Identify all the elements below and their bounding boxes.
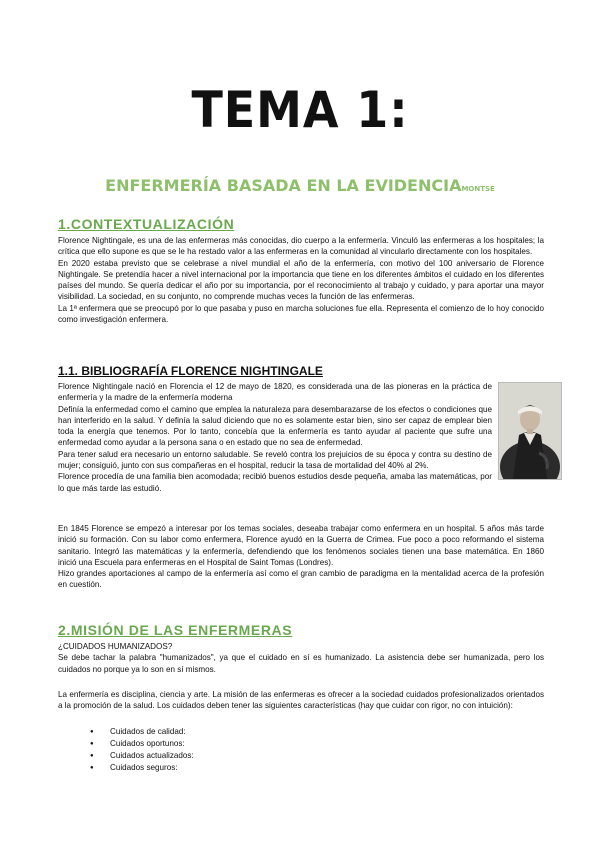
paragraph: Florence Nightingale, es una de las enfermeras más conocidas, dio cuerpo a la enfermería. Vinculó las enfermeras a los hospitales; la crítica que ello supone es que se le ha restado valor a las enfermeras en la comunidad al vincularlo directamente con los hospitales. (58, 236, 544, 257)
paragraph: Florence procedía de una familia bien acomodada; recibió buenos estudios desde pequeña, amaba las matemáticas, por lo que más tarde las estudió. (58, 472, 492, 493)
list-item: ● Cuidados oportunos: (90, 738, 194, 750)
section-body-contextualizacion (58, 235, 544, 325)
paragraph: En 2020 estaba previsto que se celebrase a nivel mundial el año de la enfermería, con motivo del 100 aniversario de Florence Nightingale. Se pretendía hacer a nivel internacional por la importancia que tiene en los diferentes ámbitos el cuidado en los diferentes países del mundo. Se quería dedicar el año por su importancia, por el reconocimiento al trabajo y cuidado, y para aportar una mayor visibilidad. La sociedad, en su conjunto, no comprende muchas veces la función de las enfermeras. (58, 258, 544, 302)
section-body-mision (58, 641, 544, 675)
list-item: ● Cuidados seguros: (90, 762, 194, 774)
characteristics-list (90, 726, 194, 774)
question-text: ¿CUIDADOS HUMANIZADOS? (58, 642, 173, 651)
paragraph: Hizo grandes aportaciones al campo de la enfermería así como el gran cambio de paradigma en la mentalidad acerca de la profesión en cuestión. (58, 569, 544, 590)
section-body-mision-2 (58, 689, 544, 712)
page-subtitle (0, 174, 600, 201)
portrait-photo (498, 382, 562, 480)
paragraph: Para tener salud era necesario un entorno saludable. Se reveló contra los prejuicios de su época y contra su destino de mujer; consiguió, junto con sus compañeras en el hospital, reducir la tasa de mortalidad del 40% al 2%. (58, 449, 492, 471)
section-heading-contextualizacion: 1.CONTEXTUALIZACIÓN (58, 216, 235, 232)
section-body-bibliografia-wide (58, 523, 544, 591)
page-title: TEMA 1: (191, 81, 409, 139)
paragraph: Se debe tachar la palabra "humanizados", ya que el cuidado en sí es humanizado. La asistencia debe ser humanizada, pero los cuidados no porque ya lo son en sí mismos. (58, 653, 544, 674)
subtitle-text: ENFERMERÍA BASADA EN LA EVIDENCIA (105, 176, 462, 195)
section-body-bibliografia-narrow (58, 381, 492, 494)
section-heading-bibliografia: 1.1. BIBLIOGRAFÍA FLORENCE NIGHTINGALE (58, 364, 323, 378)
paragraph: La 1ª enfermera que se preocupó por lo que pasaba y puso en marcha soluciones fue ella. Representa el comienzo de lo hoy conocido como investigación enfermera. (58, 303, 544, 325)
section-heading-mision: 2.MISIÓN DE LAS ENFERMERAS (58, 622, 293, 638)
author-name: MONTSE (461, 185, 495, 193)
paragraph: En 1845 Florence se empezó a interesar por los temas sociales, deseaba trabajar como enfermera en un hospital. 5 años más tarde inició su formación. Con su labor como enfermera, Florence ayudó en la Guerra de Crimea. Fue poco a poco reformando el sistema sanitario. Integró las matemáticas y la enfermería, defendiendo que los fenómenos sociales tienen una base matemática. En 1860 inició una Escuela para enfermeras en el Hospital de Saint Tomas (Londres). (58, 524, 544, 567)
list-item: ● Cuidados de calidad: (90, 726, 194, 738)
paragraph: La enfermería es disciplina, ciencia y arte. La misión de las enfermeras es ofrecer a la sociedad cuidados profesionalizados orientados a la promoción de la salud. Los cuidados deben tener las siguientes características (hay que cuidar con rigor, no con intuición): (58, 690, 544, 711)
paragraph: Definía la enfermedad como el camino que emplea la naturaleza para desembarazarse de los efectos o condiciones que han interferido en la salud. Y definía la salud diciendo que no es solamente estar bien, sino ser capaz de emplear bien toda la energía que tenemos. Por lo tanto, concebía que la enfermería es tanto ayudar al paciente que sufre una enfermedad como ayudar a la persona sana o en estado que no sea de enfermedad. (58, 404, 492, 448)
list-item: ● Cuidados actualizados: (90, 750, 194, 762)
portrait-illustration (499, 383, 561, 479)
paragraph: Florence Nightingale nació en Florencia el 12 de mayo de 1820, es considerada una de las pioneras en la práctica de enfermería y la madre de la enfermería moderna (58, 382, 492, 403)
